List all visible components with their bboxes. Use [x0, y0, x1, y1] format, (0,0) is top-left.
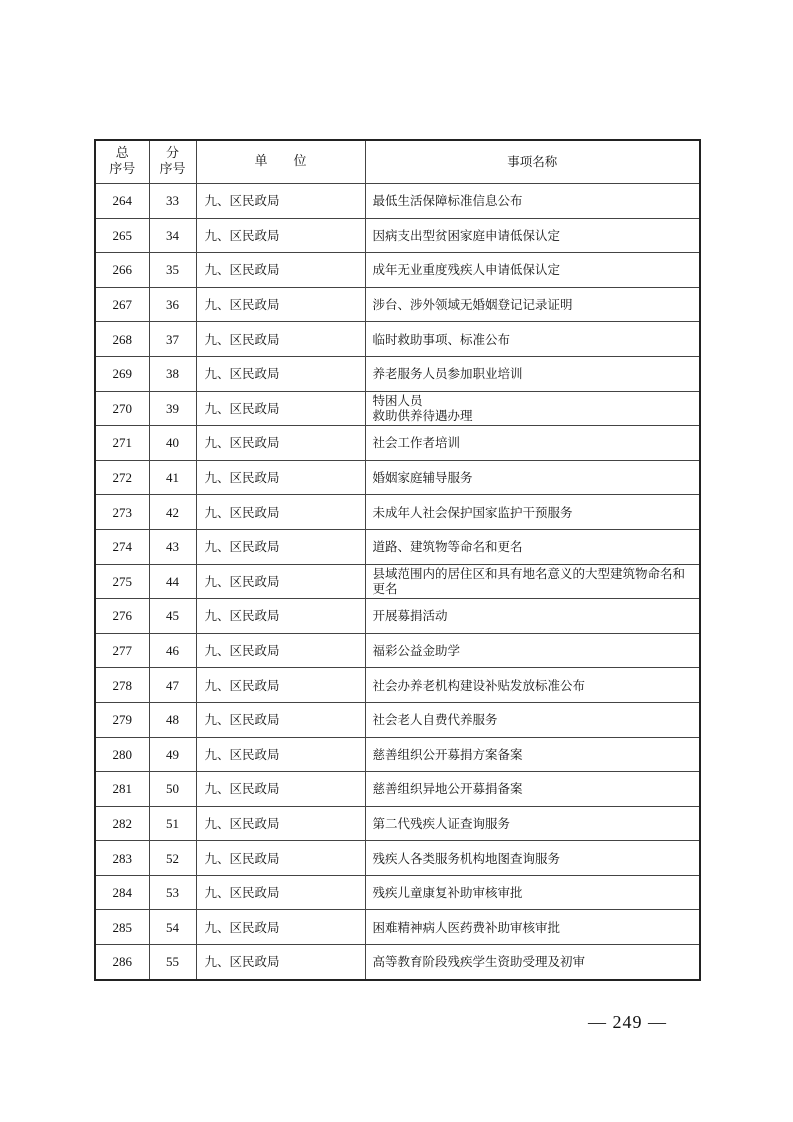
cell-total-number: 274	[95, 529, 149, 564]
cell-sub-number: 42	[149, 495, 196, 530]
cell-total-number: 273	[95, 495, 149, 530]
table-row	[95, 322, 700, 357]
table-row	[95, 460, 700, 495]
cell-unit: 九、区民政局	[196, 945, 365, 980]
cell-sub-number: 37	[149, 322, 196, 357]
cell-sub-number: 45	[149, 599, 196, 634]
cell-item-name: 临时救助事项、标准公布	[365, 322, 700, 357]
cell-unit: 九、区民政局	[196, 426, 365, 461]
cell-unit: 九、区民政局	[196, 184, 365, 219]
cell-item-name: 社会办养老机构建设补贴发放标准公布	[365, 668, 700, 703]
header-sub-number: 分 序号	[149, 140, 196, 184]
table-row	[95, 945, 700, 980]
cell-total-number: 278	[95, 668, 149, 703]
cell-item-name: 特困人员 救助供养待遇办理	[365, 391, 700, 426]
table-row	[95, 702, 700, 737]
cell-total-number: 269	[95, 356, 149, 391]
table-row	[95, 426, 700, 461]
table-row	[95, 184, 700, 219]
cell-sub-number: 46	[149, 633, 196, 668]
cell-item-name: 养老服务人员参加职业培训	[365, 356, 700, 391]
cell-unit: 九、区民政局	[196, 772, 365, 807]
table-row	[95, 633, 700, 668]
cell-item-name: 未成年人社会保护国家监护干预服务	[365, 495, 700, 530]
header-unit: 单 位	[196, 140, 365, 184]
cell-total-number: 272	[95, 460, 149, 495]
cell-item-name: 慈善组织异地公开募捐备案	[365, 772, 700, 807]
cell-sub-number: 51	[149, 806, 196, 841]
table-row	[95, 253, 700, 288]
cell-item-name: 困难精神病人医药费补助审核审批	[365, 910, 700, 945]
cell-unit: 九、区民政局	[196, 253, 365, 288]
cell-item-name: 社会工作者培训	[365, 426, 700, 461]
cell-total-number: 284	[95, 875, 149, 910]
table-row	[95, 875, 700, 910]
cell-unit: 九、区民政局	[196, 322, 365, 357]
table-row	[95, 356, 700, 391]
cell-unit: 九、区民政局	[196, 806, 365, 841]
table-row	[95, 529, 700, 564]
header-item-name: 事项名称	[365, 140, 700, 184]
service-items-table	[94, 139, 701, 981]
cell-unit: 九、区民政局	[196, 564, 365, 599]
table-row	[95, 772, 700, 807]
cell-item-name: 社会老人自费代养服务	[365, 702, 700, 737]
cell-sub-number: 49	[149, 737, 196, 772]
cell-total-number: 275	[95, 564, 149, 599]
cell-unit: 九、区民政局	[196, 633, 365, 668]
cell-total-number: 267	[95, 287, 149, 322]
cell-sub-number: 50	[149, 772, 196, 807]
cell-total-number: 266	[95, 253, 149, 288]
table-header	[95, 140, 700, 184]
cell-total-number: 277	[95, 633, 149, 668]
table-row	[95, 668, 700, 703]
cell-item-name: 道路、建筑物等命名和更名	[365, 529, 700, 564]
cell-unit: 九、区民政局	[196, 841, 365, 876]
cell-unit: 九、区民政局	[196, 599, 365, 634]
cell-sub-number: 41	[149, 460, 196, 495]
cell-total-number: 264	[95, 184, 149, 219]
table-row	[95, 495, 700, 530]
table-row	[95, 564, 700, 599]
cell-sub-number: 55	[149, 945, 196, 980]
table-row	[95, 806, 700, 841]
cell-sub-number: 53	[149, 875, 196, 910]
cell-item-name: 慈善组织公开募捐方案备案	[365, 737, 700, 772]
cell-sub-number: 36	[149, 287, 196, 322]
cell-total-number: 286	[95, 945, 149, 980]
table-row	[95, 910, 700, 945]
cell-sub-number: 33	[149, 184, 196, 219]
cell-item-name: 因病支出型贫困家庭申请低保认定	[365, 218, 700, 253]
cell-item-name: 第二代残疾人证查询服务	[365, 806, 700, 841]
cell-unit: 九、区民政局	[196, 391, 365, 426]
cell-unit: 九、区民政局	[196, 495, 365, 530]
cell-sub-number: 38	[149, 356, 196, 391]
cell-total-number: 265	[95, 218, 149, 253]
cell-sub-number: 35	[149, 253, 196, 288]
cell-total-number: 279	[95, 702, 149, 737]
cell-sub-number: 48	[149, 702, 196, 737]
cell-item-name: 福彩公益金助学	[365, 633, 700, 668]
cell-total-number: 282	[95, 806, 149, 841]
cell-total-number: 281	[95, 772, 149, 807]
cell-item-name: 成年无业重度残疾人申请低保认定	[365, 253, 700, 288]
cell-item-name: 残疾儿童康复补助审核审批	[365, 875, 700, 910]
cell-sub-number: 34	[149, 218, 196, 253]
cell-total-number: 271	[95, 426, 149, 461]
table-row	[95, 841, 700, 876]
cell-item-name: 县域范围内的居住区和具有地名意义的大型建筑物命名和更名	[365, 564, 700, 599]
cell-sub-number: 44	[149, 564, 196, 599]
cell-sub-number: 47	[149, 668, 196, 703]
cell-sub-number: 40	[149, 426, 196, 461]
table-row	[95, 737, 700, 772]
cell-item-name: 开展募捐活动	[365, 599, 700, 634]
header-total-number: 总 序号	[95, 140, 149, 184]
cell-item-name: 高等教育阶段残疾学生资助受理及初审	[365, 945, 700, 980]
cell-unit: 九、区民政局	[196, 668, 365, 703]
cell-unit: 九、区民政局	[196, 218, 365, 253]
cell-item-name: 残疾人各类服务机构地图查询服务	[365, 841, 700, 876]
cell-sub-number: 52	[149, 841, 196, 876]
page-number: — 249 —	[588, 1012, 667, 1032]
table-row	[95, 218, 700, 253]
cell-total-number: 285	[95, 910, 149, 945]
cell-item-name: 最低生活保障标准信息公布	[365, 184, 700, 219]
cell-unit: 九、区民政局	[196, 356, 365, 391]
cell-unit: 九、区民政局	[196, 737, 365, 772]
cell-total-number: 276	[95, 599, 149, 634]
cell-unit: 九、区民政局	[196, 529, 365, 564]
cell-total-number: 270	[95, 391, 149, 426]
cell-unit: 九、区民政局	[196, 875, 365, 910]
table-row	[95, 599, 700, 634]
cell-unit: 九、区民政局	[196, 287, 365, 322]
cell-sub-number: 43	[149, 529, 196, 564]
cell-unit: 九、区民政局	[196, 910, 365, 945]
cell-total-number: 280	[95, 737, 149, 772]
table-row	[95, 391, 700, 426]
table-row	[95, 287, 700, 322]
cell-unit: 九、区民政局	[196, 460, 365, 495]
cell-item-name: 涉台、涉外领域无婚姻登记记录证明	[365, 287, 700, 322]
cell-item-name: 婚姻家庭辅导服务	[365, 460, 700, 495]
cell-unit: 九、区民政局	[196, 702, 365, 737]
cell-total-number: 283	[95, 841, 149, 876]
cell-total-number: 268	[95, 322, 149, 357]
cell-sub-number: 39	[149, 391, 196, 426]
table-body	[95, 184, 700, 980]
cell-sub-number: 54	[149, 910, 196, 945]
